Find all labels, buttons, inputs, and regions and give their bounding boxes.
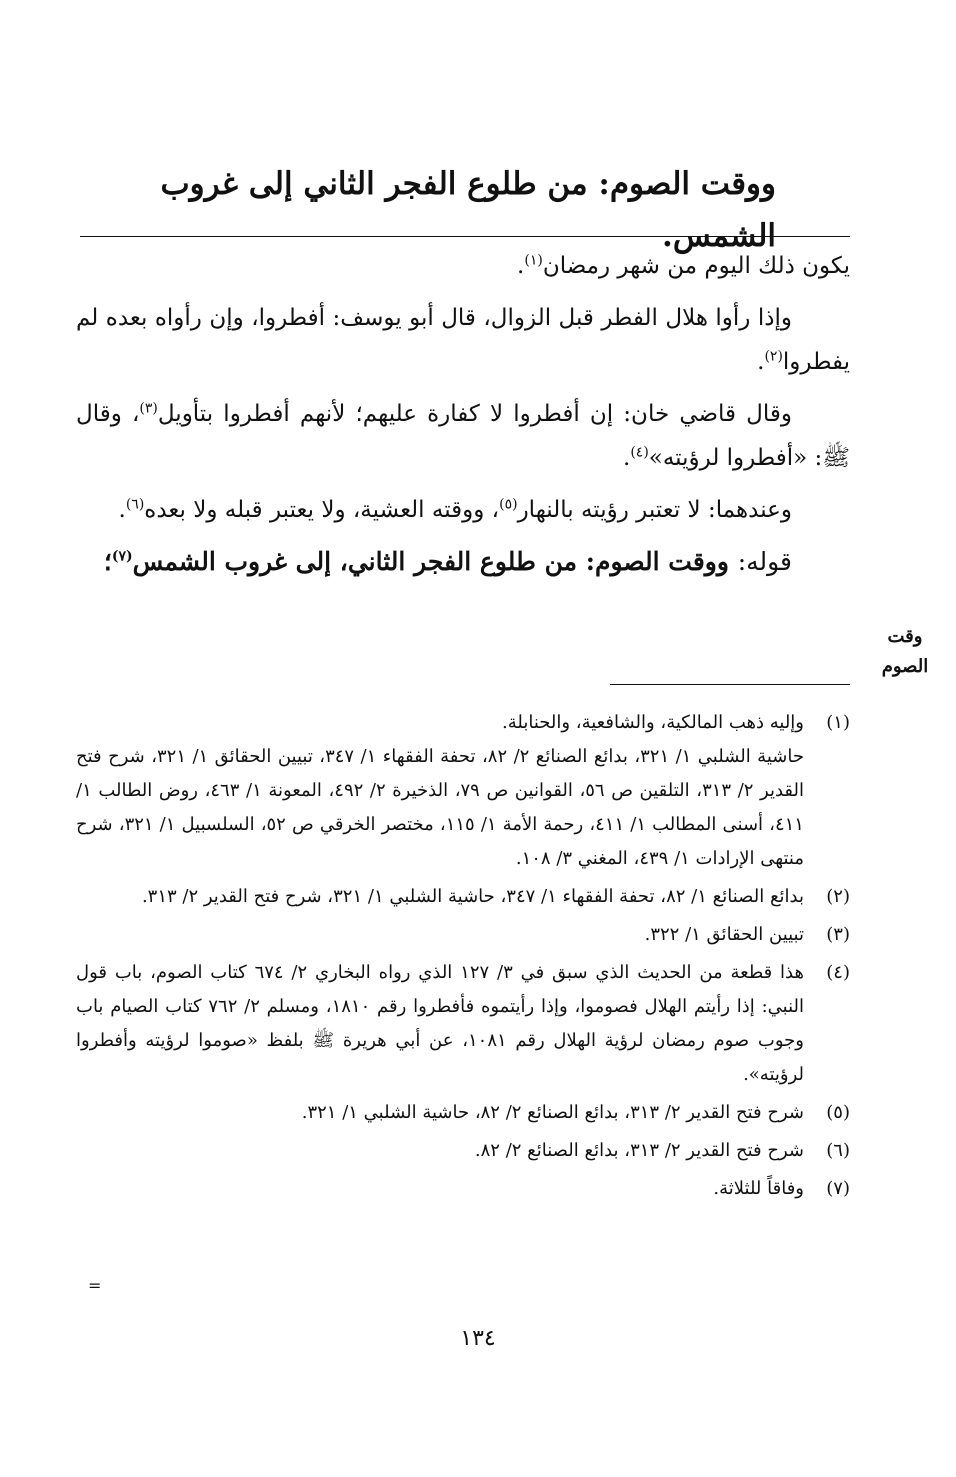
footnote-line: وإليه ذهب المالكية، والشافعية، والحنابلة. — [502, 712, 804, 733]
footnote-line: تبيين الحقائق ١/ ٣٢٢. — [644, 924, 804, 945]
footnote-number: (٧) — [826, 1178, 850, 1199]
paragraph-text: وإذا رأوا هلال الفطر قبل الزوال، قال أبو يوسف: أفطروا، وإن رأواه بعده لم يفطروا — [76, 305, 850, 375]
paragraph-5 — [76, 540, 850, 584]
paragraph-text: ، وقال ﷺ: «أفطروا لرؤيته» — [76, 401, 850, 471]
footnote-line: حاشية الشلبي ١/ ٣٢١، بدائع الصنائع ٢/ ٨٢، تحفة الفقهاء ١/ ٣٤٧، تبيين الحقائق ١/ ٣٢١، شرح فتح القدير ٢/ ٣١٣، التلقين ص ٥٦، القوانين ص ٧٩، الذخيرة ٢/ ٤٩٢، المعونة ١/ ٤٦٣، روض الطالب ١/ ٤١١، أسنى المطالب ١/ ٤١١، رحمة الأمة ١/ ١١٥، مختصر الخرقي ص ٥٢، السلسبيل ١/ ٣٢١، شرح منتهى الإرادات ١/ ٤٣٩، المغني ٣/ ١٠٨. — [76, 746, 805, 869]
top-divider — [80, 236, 850, 237]
footnote-2 — [76, 880, 850, 914]
paragraph-4 — [76, 488, 850, 532]
page-number: ١٣٤ — [460, 1326, 496, 1351]
paragraph-text: ، ووقته العشية، ولا يعتبر قبله ولا بعده — [144, 497, 500, 523]
paragraph-3 — [76, 392, 850, 480]
paragraph-1 — [76, 244, 850, 288]
footnote-text — [76, 880, 804, 914]
footnote-number: (٣) — [826, 924, 850, 945]
paragraph-text: وقال قاضي خان: إن أفطروا لا كفارة عليهم؛ لأنهم أفطروا بتأويل — [157, 401, 792, 427]
margin-label-line: وقت — [887, 626, 923, 647]
footnote-line: شرح فتح القدير ٢/ ٣١٣، بدائع الصنائع ٢/ ٨٢. — [474, 1140, 804, 1161]
footnote-text — [76, 1172, 804, 1206]
punctuation: . — [118, 497, 126, 523]
footnote-ref[interactable]: (٤) — [630, 444, 649, 461]
quoted-text: ووقت الصوم: من طلوع الفجر الثاني، إلى غروب الشمس — [132, 547, 729, 576]
footnote-5 — [76, 1096, 850, 1130]
footnote-number: (٦) — [826, 1140, 850, 1161]
footnote-1 — [76, 706, 850, 876]
margin-label — [870, 622, 940, 682]
footnote-ref[interactable]: (٧) — [111, 548, 133, 565]
footnote-ref[interactable]: (٣) — [139, 400, 158, 417]
footnote-ref[interactable]: (١) — [524, 252, 543, 269]
footnote-text — [76, 706, 804, 876]
footnote-number: (٥) — [826, 1102, 850, 1123]
footnote-line: هذا قطعة من الحديث الذي سبق في ٣/ ١٢٧ الذي رواه البخاري ٢/ ٦٧٤ كتاب الصوم، باب قول النبي: إذا رأيتم الهلال فصوموا، وإذا رأيتموه فأفطروا رقم ١٨١٠، ومسلم ٢/ ٧٦٢ كتاب الصيام باب وجوب صوم رمضان لرؤية الهلال رقم ١٠٨١، عن أبي هريرة ﷺ بلفظ «صوموا لرؤيته وأفطروا لرؤيته». — [76, 962, 804, 1085]
footnote-text — [76, 956, 804, 1092]
paragraph-text: يكون ذلك اليوم من شهر رمضان — [542, 253, 850, 279]
paragraph-text: وعندهما: لا تعتبر رؤيته بالنهار — [517, 497, 792, 523]
quote-label: قوله: — [737, 547, 792, 576]
footnote-6 — [76, 1134, 850, 1168]
footnote-3 — [76, 918, 850, 952]
footnote-text — [76, 1096, 804, 1130]
footnote-number: (١) — [826, 712, 850, 733]
footnote-divider — [610, 684, 850, 685]
footnote-7 — [76, 1172, 850, 1206]
section-heading: ووقت الصوم: من طلوع الفجر الثاني إلى غروب الشمس. — [160, 166, 776, 254]
footnote-ref[interactable]: (٥) — [499, 496, 518, 513]
punctuation: . — [623, 445, 631, 471]
footnote-ref[interactable]: (٢) — [764, 348, 783, 365]
footnote-line: شرح فتح القدير ٢/ ٣١٣، بدائع الصنائع ٢/ ٨٢، حاشية الشلبي ١/ ٣٢١. — [301, 1102, 804, 1123]
footnotes — [76, 706, 850, 1210]
footnote-line: بدائع الصنائع ١/ ٨٢، تحفة الفقهاء ١/ ٣٤٧، حاشية الشلبي ١/ ٣٢١، شرح فتح القدير ٢/ ٣١٣. — [141, 886, 804, 907]
footnote-text — [76, 1134, 804, 1168]
punctuation: . — [517, 253, 525, 279]
footnote-line: وفاقاً للثلاثة. — [713, 1178, 804, 1199]
punctuation: . — [757, 349, 765, 375]
main-text — [76, 244, 850, 592]
paragraph-2 — [76, 296, 850, 384]
punctuation: ؛ — [103, 547, 112, 576]
continuation-mark: = — [88, 1276, 102, 1295]
footnote-number: (٤) — [826, 962, 850, 983]
footnote-number: (٢) — [826, 886, 850, 907]
footnote-text — [76, 918, 804, 952]
footnote-4 — [76, 956, 850, 1092]
margin-label-line: الصوم — [881, 656, 929, 677]
footnote-ref[interactable]: (٦) — [125, 496, 145, 513]
